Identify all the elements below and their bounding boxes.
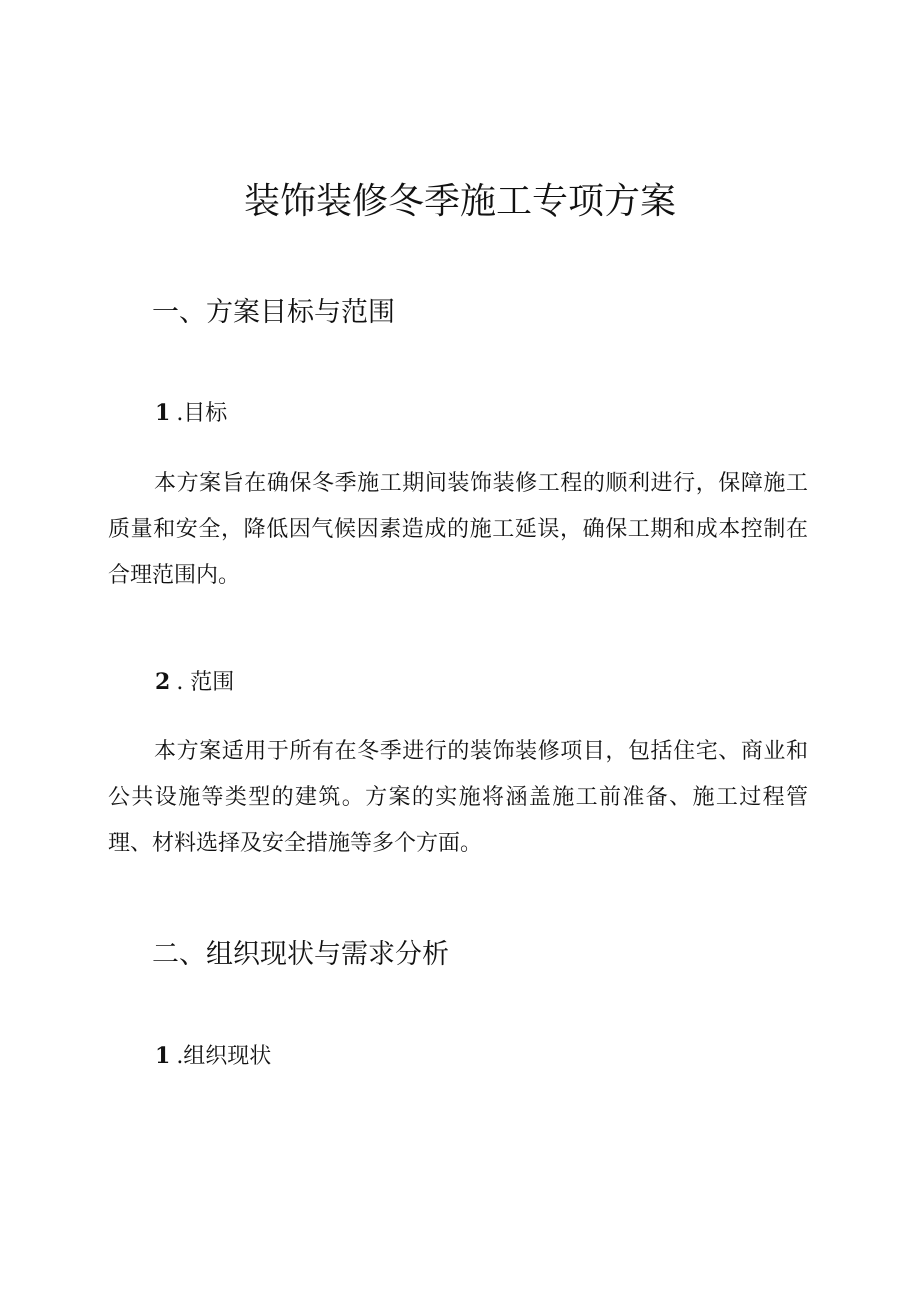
subsection-number: 1: [155, 1043, 171, 1069]
section-heading-1: 一、方案目标与范围: [152, 297, 395, 328]
subsection-number: 2: [155, 669, 171, 695]
paragraph-scope: 本方案适用于所有在冬季进行的装饰装修项目，包括住宅、商业和公共设施等类型的建筑。方案的实施将涵盖施工前准备、施工过程管理、材料选择及安全措施等多个方面。: [108, 739, 808, 856]
subsection-label: .组织现状: [176, 1044, 272, 1069]
document-title: 装饰装修冬季施工专项方案: [243, 181, 676, 222]
subsection-label: . 范围: [176, 670, 235, 695]
subsection-number: 1: [155, 400, 171, 426]
subsection-heading-scope: [155, 667, 234, 698]
paragraph-goal: 本方案旨在确保冬季施工期间装饰装修工程的顺利进行，保障施工质量和安全，降低因气候因素造成的施工延误，确保工期和成本控制在合理范围内。: [108, 471, 808, 588]
subsection-label: .目标: [176, 401, 228, 426]
subsection-heading-org-status: [155, 1041, 271, 1072]
section-heading-2: 二、组织现状与需求分析: [152, 939, 449, 970]
subsection-heading-goal: [155, 398, 227, 429]
